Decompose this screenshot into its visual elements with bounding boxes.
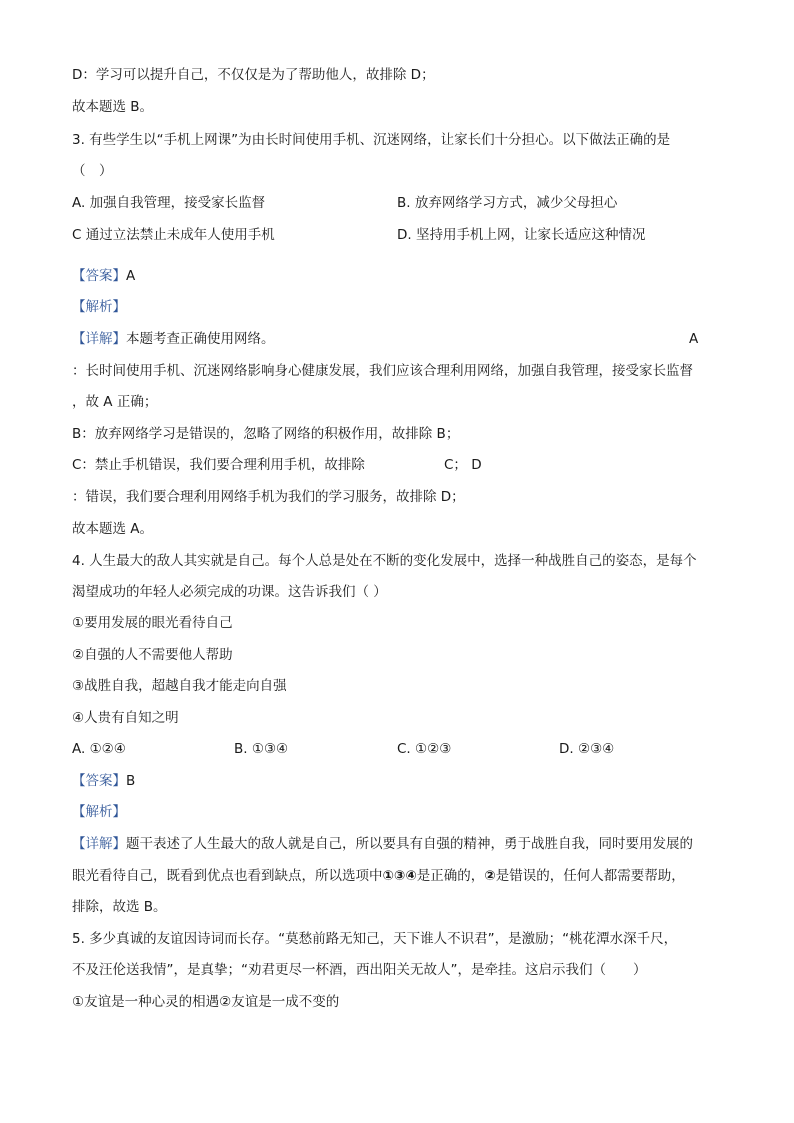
q3-detail-text1: 本题考查正确使用网络。 — [126, 331, 275, 347]
prev-option-d-analysis: D：学习可以提升自己，不仅仅是为了帮助他人，故排除 D； — [72, 67, 435, 83]
q4-answer-value: B — [126, 773, 136, 789]
q4-detail-line2-b: ①③④ — [382, 868, 417, 884]
q5-stem-line2: 不及汪伦送我情”，是真挚；“劝君更尽一杯酒，西出阳关无故人”，是牵挂。这启示我们（ ） — [72, 962, 647, 978]
q3-detail-tag: 【详解】 — [72, 331, 126, 347]
q3-option-a: A. 加强自我管理，接受家长监督 — [72, 195, 266, 211]
prev-conclusion: 故本题选 B。 — [72, 99, 154, 115]
q3-detail-line5-mid: C； D — [444, 457, 482, 473]
q3-detail-line4: B：放弃网络学习是错误的，忽略了网络的积极作用，故排除 B； — [72, 426, 460, 442]
q4-stem-line2: 渴望成功的年轻人必须完成的功课。这告诉我们（ ） — [72, 584, 387, 600]
q3-detail-line1-right: A — [689, 331, 699, 347]
q4-detail-tag: 【详解】 — [72, 836, 126, 852]
q3-option-c: C 通过立法禁止未成年人使用手机 — [72, 227, 275, 243]
q3-option-b: B. 放弃网络学习方式，减少父母担心 — [397, 195, 618, 211]
q3-detail-line5-left: C：禁止手机错误，我们要合理利用手机，故排除 — [72, 457, 365, 473]
q5-items-line: ①友谊是一种心灵的相遇②友谊是一成不变的 — [72, 994, 340, 1010]
q3-detail-line2: ：长时间使用手机、沉迷网络影响身心健康发展，我们应该合理利用网络，加强自我管理，接受家长监督 — [72, 363, 693, 379]
q4-analysis-tag: 【解析】 — [72, 804, 126, 820]
q4-detail-line1 — [72, 835, 693, 853]
q4-option-c: C. ①②③ — [397, 741, 452, 757]
q4-answer-tag: 【答案】 — [72, 773, 126, 789]
q4-item-4: ④人贵有自知之明 — [72, 710, 179, 726]
q4-item-1: ①要用发展的眼光看待自己 — [72, 615, 233, 631]
q3-analysis-tag: 【解析】 — [72, 299, 126, 315]
q3-detail-line1 — [72, 330, 275, 348]
q3-conclusion: 故本题选 A。 — [72, 521, 154, 537]
q4-detail-line2-d: ② — [484, 868, 496, 884]
q3-answer-tag: 【答案】 — [72, 268, 126, 284]
q3-detail-line6: ：错误，我们要合理利用网络手机为我们的学习服务，故排除 D； — [72, 489, 465, 505]
q4-answer — [72, 772, 135, 790]
q4-detail-line2 — [72, 867, 685, 885]
q3-stem-line2: （ ） — [72, 163, 113, 179]
q4-detail-line3: 排除，故选 B。 — [72, 899, 167, 915]
q3-answer — [72, 267, 135, 285]
q3-answer-value: A — [126, 268, 136, 284]
q4-option-a: A. ①②④ — [72, 741, 126, 757]
q3-detail-line3: ，故 A 正确； — [72, 394, 158, 410]
q4-item-3: ③战胜自我，超越自我才能走向自强 — [72, 678, 287, 694]
q5-stem-line1: 5. 多少真诚的友谊因诗词而长存。“莫愁前路无知己，天下谁人不识君”，是激励；“桃花潭水深千尺， — [72, 931, 678, 947]
q3-stem-line1: 3. 有些学生以“手机上网课”为由长时间使用手机、沉迷网络，让家长们十分担心。以下做法正确的是 — [72, 132, 671, 148]
q4-detail-line2-a: 眼光看待自己，既看到优点也看到缺点，所以选项中 — [72, 868, 383, 884]
q4-option-b: B. ①③④ — [234, 741, 289, 757]
q4-detail-line2-c: 是正确的， — [416, 868, 485, 884]
q4-item-2: ②自强的人不需要他人帮助 — [72, 647, 233, 663]
q3-option-d: D. 坚持用手机上网，让家长适应这种情况 — [397, 227, 646, 243]
q4-detail-text1: 题干表述了人生最大的敌人就是自己，所以要具有自强的精神，勇于战胜自我，同时要用发展的 — [126, 836, 693, 852]
q4-stem-line1: 4. 人生最大的敌人其实就是自己。每个人总是处在不断的变化发展中，选择一种战胜自己的姿态，是每个 — [72, 553, 697, 569]
q4-detail-line2-e: 是错误的，任何人都需要帮助， — [495, 868, 685, 884]
q4-option-d: D. ②③④ — [559, 741, 615, 757]
